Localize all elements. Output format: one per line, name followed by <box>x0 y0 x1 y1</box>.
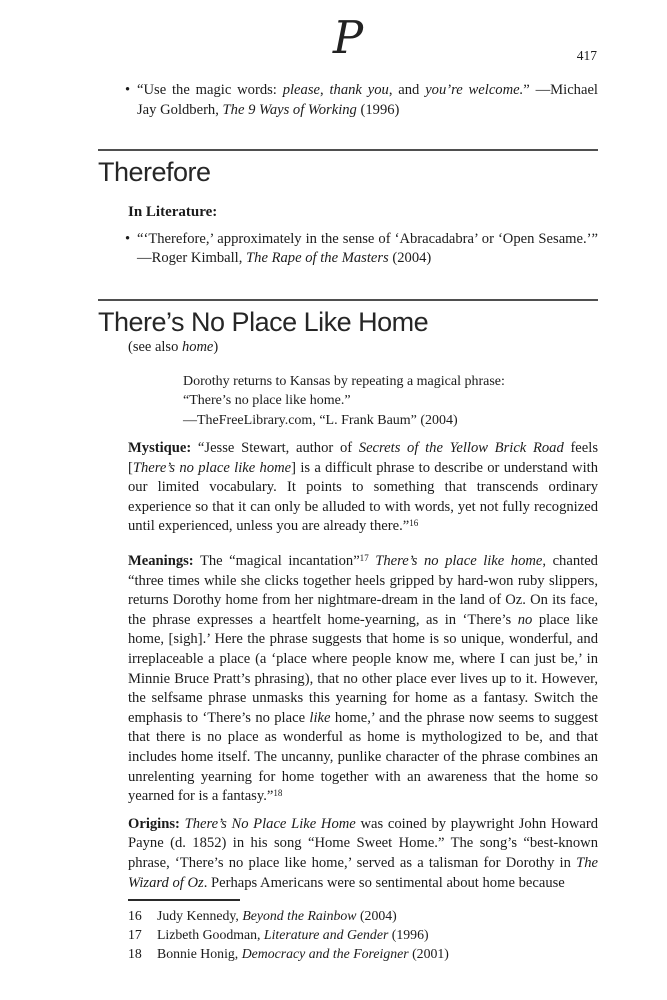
text-run: Beyond the Rainbow <box>242 907 357 923</box>
text-run: place like home, [sigh].’ Here the phrase suggests that home is so unique, wonderful, and irreplaceable a place (a ‘place where people know me, where I can just be,’ in Minnie Bruce Pratt’s phrasing), that no other place ever lives up to it. However, the selfsame phrase unmasks this yearning for home as a fantasy. Switch the emphasis to ‘There’s no place <box>128 611 598 726</box>
text-run: (see also <box>128 338 182 355</box>
entry-heading-therefore: Therefore <box>98 157 211 188</box>
text-run: Origins: <box>128 815 180 832</box>
footnote-number: 17 <box>128 926 142 942</box>
text-run: 17 <box>359 553 369 563</box>
quote-list-item <box>125 81 598 120</box>
text-run: thank you <box>329 82 389 98</box>
text-run: There’s No Place Like Home <box>184 815 356 832</box>
bullet-marker: • <box>125 230 131 247</box>
footnote-text <box>157 944 598 963</box>
meanings-paragraph <box>128 552 598 807</box>
footnote <box>128 944 598 963</box>
text-run: Meanings: <box>128 553 194 570</box>
footnote-number: 18 <box>128 946 142 962</box>
page-number: 417 <box>576 48 597 63</box>
text-run: you’re welcome. <box>425 82 524 98</box>
text-run: Literature and Gender <box>263 926 389 942</box>
quote-text <box>137 81 598 120</box>
footnote <box>128 925 598 944</box>
in-literature-label: In Literature: <box>128 204 218 221</box>
origins-paragraph <box>128 815 598 893</box>
text-run: feels [ <box>128 440 598 476</box>
section-divider <box>98 299 598 301</box>
mystique-paragraph <box>128 439 598 537</box>
text-run: was coined by playwright John Howard Payne (d. 1852) in his song “Home Sweet Home.” The song’s “best-known phrase, ‘There’s no place like home,’ served as a talisman for Dorothy in <box>128 815 598 871</box>
footnote-divider <box>128 899 240 901</box>
epigraph-line: “There’s no place like home.” <box>183 393 351 409</box>
text-run: like <box>309 709 331 726</box>
text-run: ] is a difficult phrase to describe or understand with our limited vocabulary. It points to something that transcends ordinary experience so that it can only be alluded to with words, yet not fully recognized until experienced, unless you are already there.” <box>128 459 598 535</box>
text-run: Lizbeth Goodman, <box>157 926 264 942</box>
epigraph-line: —TheFreeLibrary.com, “L. Frank Baum” (2004) <box>183 412 458 428</box>
text-run: Secrets of the Yellow Brick Road <box>358 440 564 457</box>
text-run: (2004) <box>356 907 397 923</box>
epigraph <box>183 372 598 430</box>
text-run: There’s no place like home <box>132 459 292 476</box>
quote-text <box>137 230 598 269</box>
text-run: “‘Therefore,’ approximately in the sense of ‘Abracadabra’ or ‘Open Sesame.’” —Roger Kimball, <box>137 230 598 267</box>
text-run: home,’ and the phrase now seems to suggest that there is no place as wonderful as home is mythologized to be, and that includes home itself. The uncanny, punlike character of the phrase combines an unrelenting yearning for home together with an awareness that the home so yearned for is a fantasy.” <box>128 709 598 805</box>
see-also-note <box>128 339 598 356</box>
footnote-text <box>157 925 598 944</box>
footnote <box>128 906 598 925</box>
text-run: , chanted “three times while she clicks together heels gripped by hard-won ruby slippers, returns Dorothy home from her nightmare-dream in the land of Oz. On its face, the phrase expresses a heartfelt home-yearning, as in ‘There’s <box>128 553 598 628</box>
entry-heading-home: There’s No Place Like Home <box>98 306 429 337</box>
page-content <box>98 0 598 964</box>
text-run: “Use the magic words: <box>137 82 283 98</box>
text-run: ) <box>213 338 219 355</box>
text-run: “Jesse Stewart, author of <box>191 440 359 457</box>
text-run: . Perhaps Americans were so sentimental about home because <box>203 874 565 891</box>
quote-list-item <box>125 230 598 269</box>
text-run: Judy Kennedy, <box>157 907 243 923</box>
footnote-text <box>157 906 598 925</box>
text-run: home <box>181 338 214 355</box>
bullet-marker: • <box>125 82 131 98</box>
text-run: , <box>320 82 330 98</box>
text-run: (1996) <box>388 926 429 942</box>
text-run: please <box>282 82 320 98</box>
text-run: (1996) <box>356 101 400 118</box>
text-run: , and <box>388 82 426 98</box>
footnote-number: 16 <box>128 907 142 923</box>
section-divider <box>98 149 598 151</box>
section-no-place-like-home <box>98 299 598 893</box>
text-run: Bonnie Honig, <box>157 946 242 962</box>
footnotes <box>128 899 598 963</box>
text-run: no <box>517 611 533 628</box>
text-run: The “magical incantation” <box>193 553 360 570</box>
text-run: 18 <box>273 788 283 799</box>
text-run: ” —Michael Jay Goldberh, <box>137 82 598 118</box>
section-therefore <box>98 149 598 269</box>
text-run: (2004) <box>388 250 432 267</box>
text-run: There’s no place like home <box>375 553 543 570</box>
text-run: Mystique: <box>128 440 192 457</box>
text-run: The Rape of the Masters <box>246 250 389 267</box>
text-run: (2001) <box>408 946 449 962</box>
text-run: The Wizard of Oz <box>128 854 598 891</box>
epigraph-line: Dorothy returns to Kansas by repeating a magical phrase: <box>183 373 505 389</box>
text-run: 16 <box>409 518 419 529</box>
text-run: Democracy and the Foreigner <box>241 946 409 962</box>
chapter-letter: P <box>332 11 364 64</box>
text-run: The 9 Ways of Working <box>222 101 357 118</box>
